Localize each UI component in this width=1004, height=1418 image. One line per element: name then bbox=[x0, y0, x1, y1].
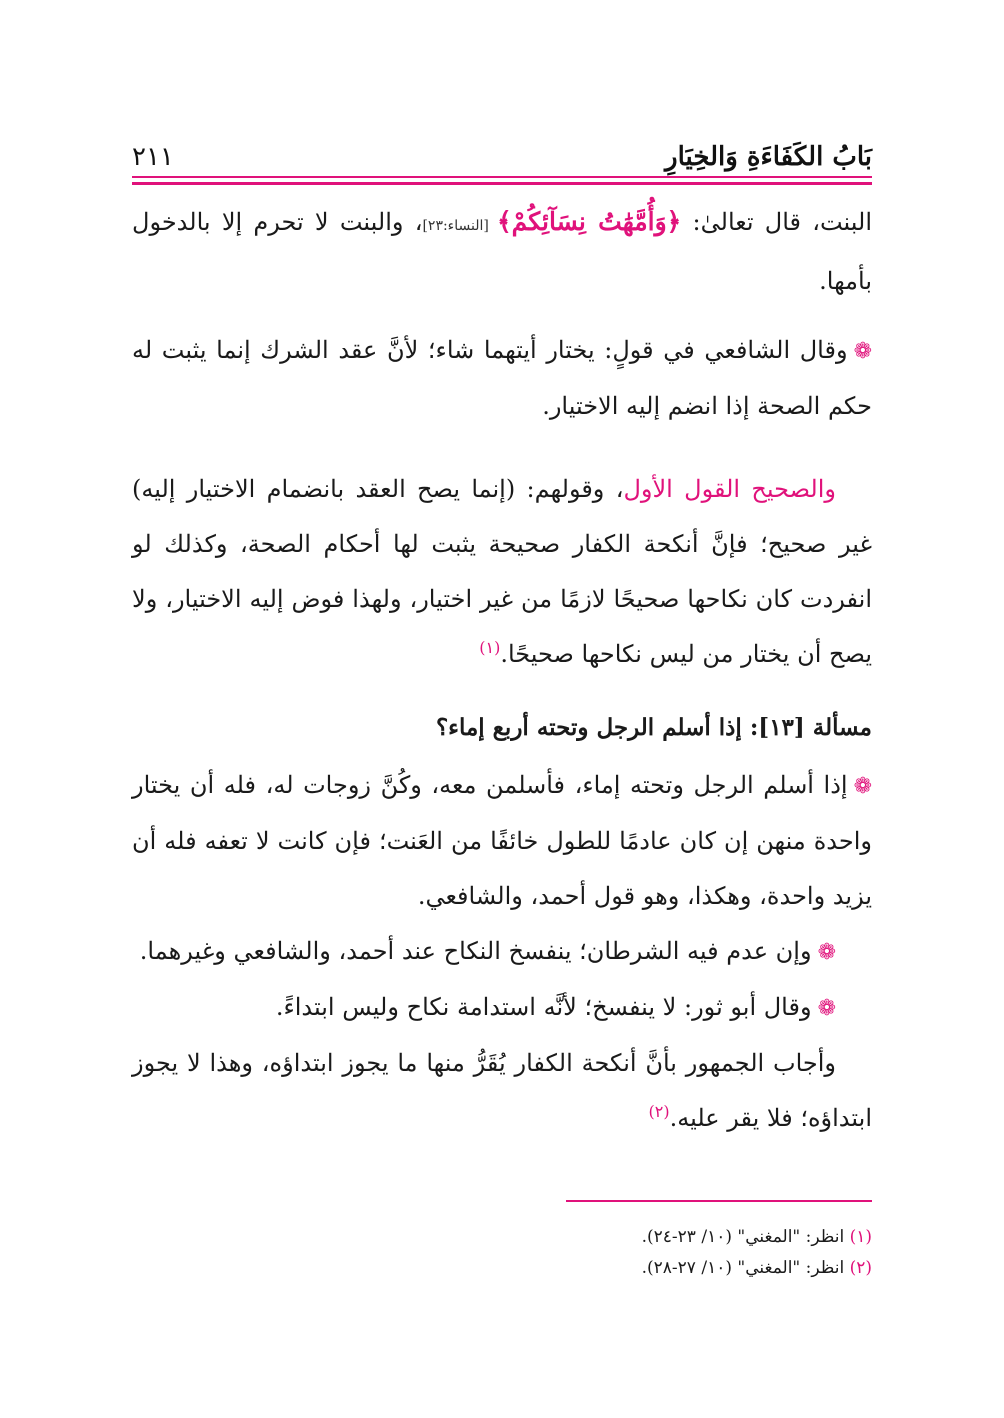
p3-text: ، وقولهم: (إنما يصح العقد بانضمام الاختيار إليه) غير صحيح؛ فإنَّ أنكحة الكفار صحيحة يثبت لها أحكام الصحة، وكذلك لو انفردت كان نكاحها صحيحًا لازمًا من غير اختيار، ولهذا فوض إليه الاختيار، ولا يصح أن يختار من ليس نكاحها صحيحًا. bbox=[132, 475, 872, 668]
quran-verse: ﴿وَأُمَّهَٰتُ نِسَآئِكُمْ﴾ bbox=[496, 207, 682, 236]
p1-after: ، والبنت لا تحرم إلا بالدخول بأمها. bbox=[132, 208, 872, 295]
chapter-title: بَابُ الكَفَاءَةِ وَالخِيَارِ bbox=[665, 142, 872, 172]
flower-bullet-icon: ❁ bbox=[853, 339, 872, 364]
section-heading: مسألة [١٣]: إذا أسلم الرجل وتحته أربع إماء؟ bbox=[435, 714, 872, 741]
footnote-text: انظر: "المغني" (١٠/ ٢٧-٢٨). bbox=[641, 1258, 845, 1278]
footnotes bbox=[132, 1222, 872, 1284]
p2-text: وقال الشافعي في قولٍ: يختار أيتهما شاء؛ لأنَّ عقد الشرك إنما يثبت له حكم الصحة إذا انضم إليه الاختيار. bbox=[132, 336, 872, 420]
header-rule-thick bbox=[132, 182, 872, 185]
p7-text: وأجاب الجمهور بأنَّ أنكحة الكفار يُقَرُّ منها ما يجوز ابتداؤه، وهذا لا يجوز ابتداؤه؛ فلا يقر عليه. bbox=[132, 1049, 872, 1132]
main-text bbox=[132, 194, 872, 1146]
footnote-2 bbox=[132, 1253, 872, 1284]
paragraph-1 bbox=[132, 194, 872, 309]
footnote-separator bbox=[566, 1200, 872, 1202]
p6-text: وقال أبو ثور: لا ينفسخ؛ لأنَّه استدامة نكاح وليس ابتداءً. bbox=[275, 993, 812, 1021]
page-number: ٢١١ bbox=[132, 142, 174, 172]
p4-text: إذا أسلم الرجل وتحته إماء، فأسلمن معه، وكُنَّ زوجات له، فله أن يختار واحدة منهن إن كان عادمًا للطول خائفًا من العَنت؛ فإن كانت لا تعفه فله أن يزيد واحدة، وهكذا، وهو قول أحمد، والشافعي. bbox=[132, 771, 872, 910]
footnote-number: (٢) bbox=[849, 1258, 872, 1278]
footnote-ref-2[interactable]: (٢) bbox=[648, 1102, 670, 1121]
verse-reference: [النساء:٢٣] bbox=[422, 218, 497, 234]
paragraph-7 bbox=[132, 1036, 872, 1146]
paragraph-4 bbox=[132, 758, 872, 924]
footnote-text: انظر: "المغني" (١٠/ ٢٣-٢٤). bbox=[641, 1227, 845, 1247]
paragraph-6 bbox=[132, 980, 872, 1036]
flower-bullet-icon: ❁ bbox=[853, 774, 872, 799]
p1-before: البنت، قال تعالىٰ: bbox=[681, 208, 872, 236]
flower-bullet-icon: ❁ bbox=[817, 940, 836, 965]
p5-text: وإن عدم فيه الشرطان؛ ينفسخ النكاح عند أحمد، والشافعي وغيرهما. bbox=[139, 937, 812, 965]
paragraph-5 bbox=[132, 924, 872, 980]
flower-bullet-icon: ❁ bbox=[817, 996, 836, 1021]
paragraph-3 bbox=[132, 462, 872, 682]
footnote-number: (١) bbox=[849, 1227, 872, 1247]
footnote-ref-1[interactable]: (١) bbox=[479, 638, 501, 657]
p3-highlight: والصحيح القول الأول bbox=[623, 475, 836, 503]
header-rule-thin bbox=[132, 176, 872, 178]
paragraph-2 bbox=[132, 323, 872, 434]
running-head bbox=[132, 128, 872, 172]
footnote-1 bbox=[132, 1222, 872, 1253]
